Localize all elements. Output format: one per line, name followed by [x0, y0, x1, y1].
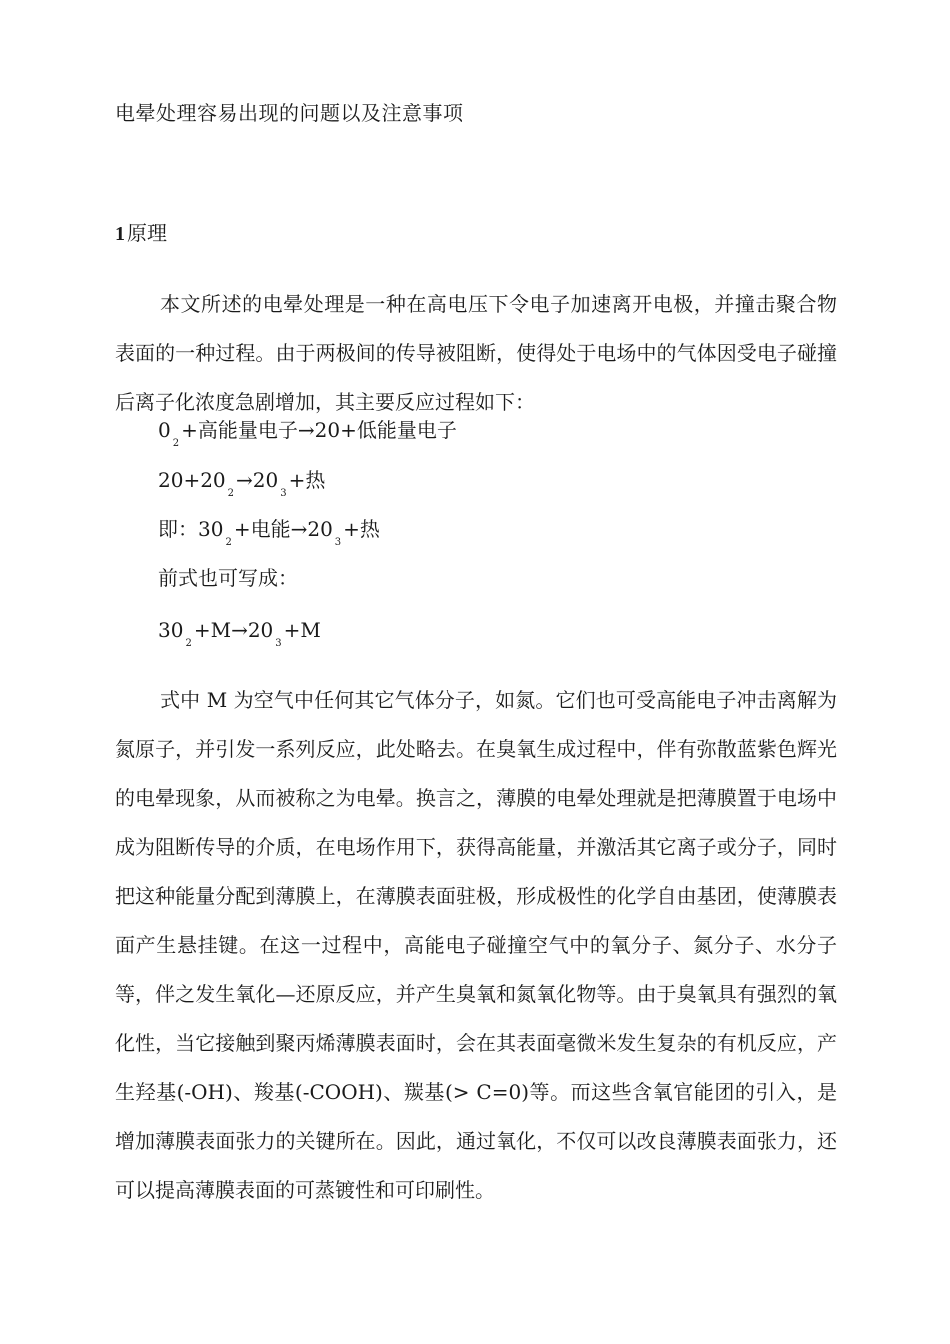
equation-5 — [158, 616, 321, 649]
equation-1-subscript-a: 2 — [172, 438, 180, 449]
equation-note: 前式也可写成： — [158, 566, 298, 590]
equation-3-term-c: +热 — [343, 517, 380, 541]
equation-2 — [158, 466, 325, 499]
equation-3-term-a: 即：30 — [158, 517, 224, 541]
equation-5-subscript-a: 2 — [185, 638, 192, 649]
equation-3-subscript-b: 3 — [334, 537, 342, 548]
equation-2-term-c: +热 — [288, 468, 326, 492]
equation-2-subscript-b: 3 — [280, 488, 287, 499]
equation-1-term-b: +高能量电子→20+低能量电子 — [181, 418, 457, 442]
equation-1 — [158, 416, 457, 449]
equation-3-term-b: +电能→20 — [233, 517, 333, 541]
equation-2-term-b: →20 — [236, 468, 279, 492]
paragraph-principle-intro: 本文所述的电晕处理是一种在高电压下令电子加速离开电极，并撞击聚合物表面的一种过程。由于两极间的传导被阻断，使得处于电场中的气体因受电子碰撞后离子化浓度急剧增加，其主要反应过程如下： — [115, 292, 837, 414]
document-title: 电晕处理容易出现的问题以及注意事项 — [115, 101, 464, 125]
equation-2-subscript-a: 2 — [227, 488, 235, 499]
section-number: 1 — [115, 223, 125, 245]
equation-3 — [158, 515, 380, 548]
equation-1-term-a: 0 — [158, 418, 171, 442]
equation-5-term-b: +M→20 — [193, 618, 274, 642]
paragraph-corona-explanation: 式中 M 为空气中任何其它气体分子，如氮。它们也可受高能电子冲击离解为氮原子，并引发一系列反应，此处略去。在臭氧生成过程中，伴有弥散蓝紫色辉光的电晕现象，从而被称之为电晕。换言之，薄膜的电晕处理就是把薄膜置于电场中成为阻断传导的介质，在电场作用下，获得高能量，并激活其它离子或分子，同时把这种能量分配到薄膜上，在薄膜表面驻极，形成极性的化学自由基团，使薄膜表面产生悬挂键。在这一过程中，高能电子碰撞空气中的氧分子、氮分子、水分子等，伴之发生氧化—还原反应，并产生臭氧和氮氧化物等。由于臭氧具有强烈的氧化性，当它接触到聚丙烯薄膜表面时，会在其表面毫微米发生复杂的有机反应，产生羟基(-OH)、羧基(-COOH)、羰基(> C=0)等。而这些含氧官能团的引入，是增加薄膜表面张力的关键所在。因此，通过氧化，不仅可以改良薄膜表面张力，还可以提高薄膜表面的可蒸镀性和可印刷性。 — [115, 688, 837, 1202]
section-heading — [115, 217, 167, 246]
equation-2-term-a: 20+20 — [158, 468, 226, 492]
equation-5-subscript-b: 3 — [275, 638, 282, 649]
equation-5-term-a: 30 — [158, 618, 184, 642]
equation-3-subscript-a: 2 — [225, 537, 232, 548]
section-title: 原理 — [127, 221, 167, 245]
equation-5-term-c: +M — [283, 618, 321, 642]
